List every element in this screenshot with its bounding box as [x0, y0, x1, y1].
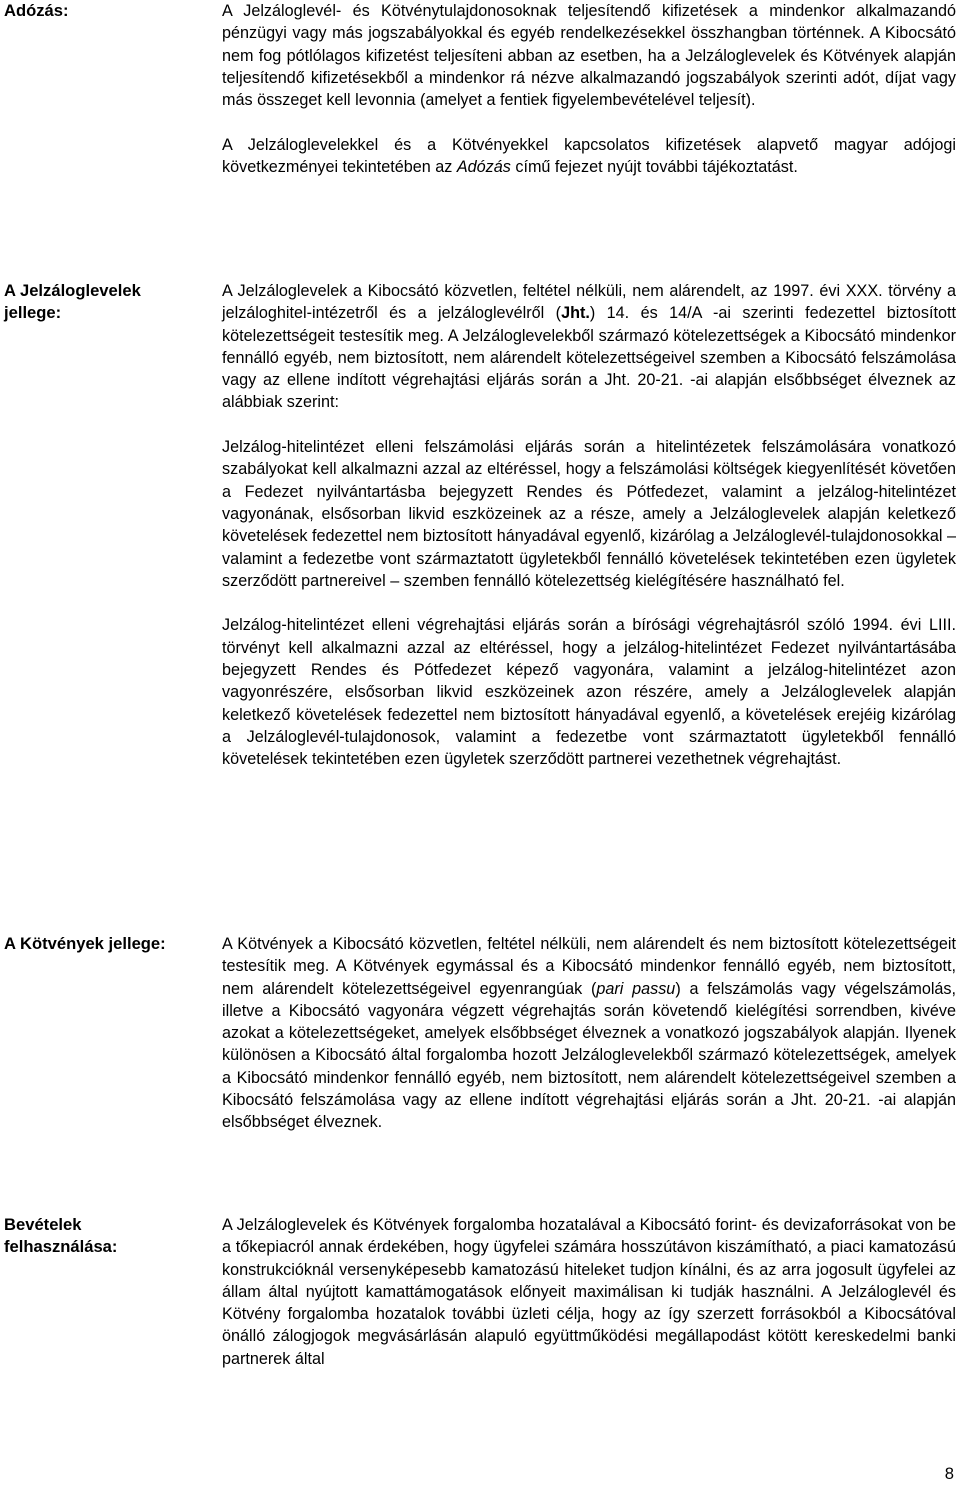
paragraph — [222, 280, 956, 414]
section-body — [222, 933, 956, 1134]
text-run: című fejezet nyújt további tájékoztatást. — [510, 158, 798, 177]
text-run: ) 14. és 14/A -ai szerinti fedezettel biztosított kötelezettségeit testesítik meg. A Jelzáloglevelekből származó kötelezettségek a Kibocsátó mindenkor fennálló egyéb, nem biztosított, nem alárendelt kötelezettségeivel szemben a Kibocsátó felszámolása vagy az ellene indított végrehajtási eljárás során a Jht. 20-21. -ai alapján elsőbbséget élveznek az alábbiak szerint: — [222, 304, 956, 412]
text-run: Jelzálog-hitelintézet elleni felszámolási eljárás során a hitelintézetek felszámolására vonatkozó szabályokat kell alkalmazni azzal az eltéréssel, hogy a felszámolási költségek kiegyenlítését követően a Fedezet nyilvántartásba bejegyzett Rendes és Pótfedezet, valamint a jelzálog-hitelintézet vagyonának, elsősorban likvid eszközeinek az a része, amely a Jelzáloglevelek alapján keletkező követelések fedezettel nem biztosított hányadával egyenlő, kizárólag a Jelzáloglevél-tulajdonosokkal – valamint a fedezetbe vont származtatott ügyletekből fennálló követelések tekintetében ezen ügyletek szerződött partnereivel – szemben fennálló kötelezettség kielégítésére használható fel. — [222, 438, 956, 590]
text-run: A Jelzáloglevél- és Kötvénytulajdonosoknak teljesítendő kifizetések a mindenkor alkalmazandó pénzügyi vagy más jogszabályokkal és egyéb rendelkezésekkel összhangban történnek. A Kibocsátó nem fog pótlólagos kifizetést teljesíteni abban az esetben, ha a Jelzáloglevelek és Kötvények alapján teljesítendő kifizetésekből a mindenkor rá nézve alkalmazandó jogszabályok szerinti adót, díjat vagy más összeget kell levonnia (amelyet a fentiek figyelembevételével teljesít). — [222, 2, 956, 110]
section-body — [222, 0, 956, 178]
paragraph — [222, 1214, 956, 1370]
text-run: A Kötvények a Kibocsátó közvetlen, feltétel nélküli, nem alárendelt és nem biztosított kötelezettségeit testesítik meg. A Kötvények egymással és a Kibocsátó mindenkor fennálló egyéb, nem biztosított, nem alárendelt kötelezettségeivel egyenrangúak ( — [222, 935, 956, 998]
page-number: 8 — [944, 1464, 954, 1483]
bold-text: Jht. — [561, 304, 590, 323]
section-label: Adózás: — [4, 1, 69, 20]
paragraph — [222, 134, 956, 179]
section-label: A Jelzáloglevelek jellege: — [4, 281, 141, 323]
paragraph — [222, 0, 956, 111]
emphasis-text: Adózás — [456, 158, 511, 177]
paragraph — [222, 614, 956, 770]
section-body — [222, 280, 956, 771]
paragraph — [222, 933, 956, 1134]
text-run: A Jelzáloglevelek és Kötvények forgalomba hozatalával a Kibocsátó forint- és devizaforrásokat von be a tőkepiacról annak érdekében, hogy ügyfelei számára hosszútávon kiszámítható, a piaci kamatozású konstrukcióknál versenyképesebb kamatozású hiteleket tudjon kínálni, és az arra jogosult ügyfelei az állam által nyújtott kamattámogatások előnyeit maximálisan ki tudják használni. A Jelzáloglevél és Kötvény forgalomba hozatalok további üzleti célja, hogy az így szerzett forrásokból a Kibocsátóval önálló zálogjogok megvásárlásán alapuló együttműködési megállapodást kötött kereskedelmi banki partnerek által — [222, 1216, 956, 1368]
paragraph — [222, 436, 956, 592]
section-label: A Kötvények jellege: — [4, 934, 166, 953]
text-run: ) a felszámolás vagy végelszámolás, illetve a Kibocsátó vagyonára végzett végrehajtás során követendő kielégítési sorrendben, kivéve azokat a kötelezettségeket, amelyek elsőbbséget élveznek a vonatkozó jogszabályok alapján. Ilyenek különösen a Kibocsátó által forgalomba hozott Jelzáloglevelekből származó kötelezettségek, amelyek a Kibocsátó mindenkor fennálló egyéb, nem biztosított, nem alárendelt kötelezettségeivel szemben a Kibocsátó felszámolása vagy az ellene indított végrehajtási eljárás során a Jht. 20-21. -ai alapján elsőbbséget élveznek. — [222, 979, 957, 1132]
emphasis-text: pari passu — [596, 979, 676, 998]
text-run: A Jelzáloglevelek a Kibocsátó közvetlen, feltétel nélküli, nem alárendelt, az 1997. évi XXX. törvény a jelzáloghitel-intézetről és a jelzáloglevélről ( — [222, 282, 956, 323]
section-body — [222, 1214, 956, 1370]
text-run: Jelzálog-hitelintézet elleni végrehajtási eljárás során a bírósági végrehajtásról szóló 1994. évi LIII. törvényt kell alkalmazni azzal az eltéréssel, hogy a jelzálog-hitelintézet Fedezet nyilvántartásába bejegyzett Rendes és Pótfedezet képező vagyonára, valamint a jelzálog-hitelintézet azon vagyonrészére, elsősorban likvid eszközeinek azon részére, amely a Jelzáloglevelek alapján keletkező követelések fedezettel nem biztosított hányadával egyenlő, a követelések erejéig kizárólag a Jelzáloglevél-tulajdonosok, valamint a fedezetbe vont származtatott ügyletekből fennálló követelések tekintetében ezen ügyletek szerződött partnerei vezethetnek végrehajtást. — [222, 616, 956, 769]
section-label: Bevételek felhasználása: — [4, 1215, 118, 1257]
text-run: A Jelzáloglevelekkel és a Kötvényekkel kapcsolatos kifizetések alapvető magyar adójogi következményei tekintetében az — [222, 135, 956, 177]
